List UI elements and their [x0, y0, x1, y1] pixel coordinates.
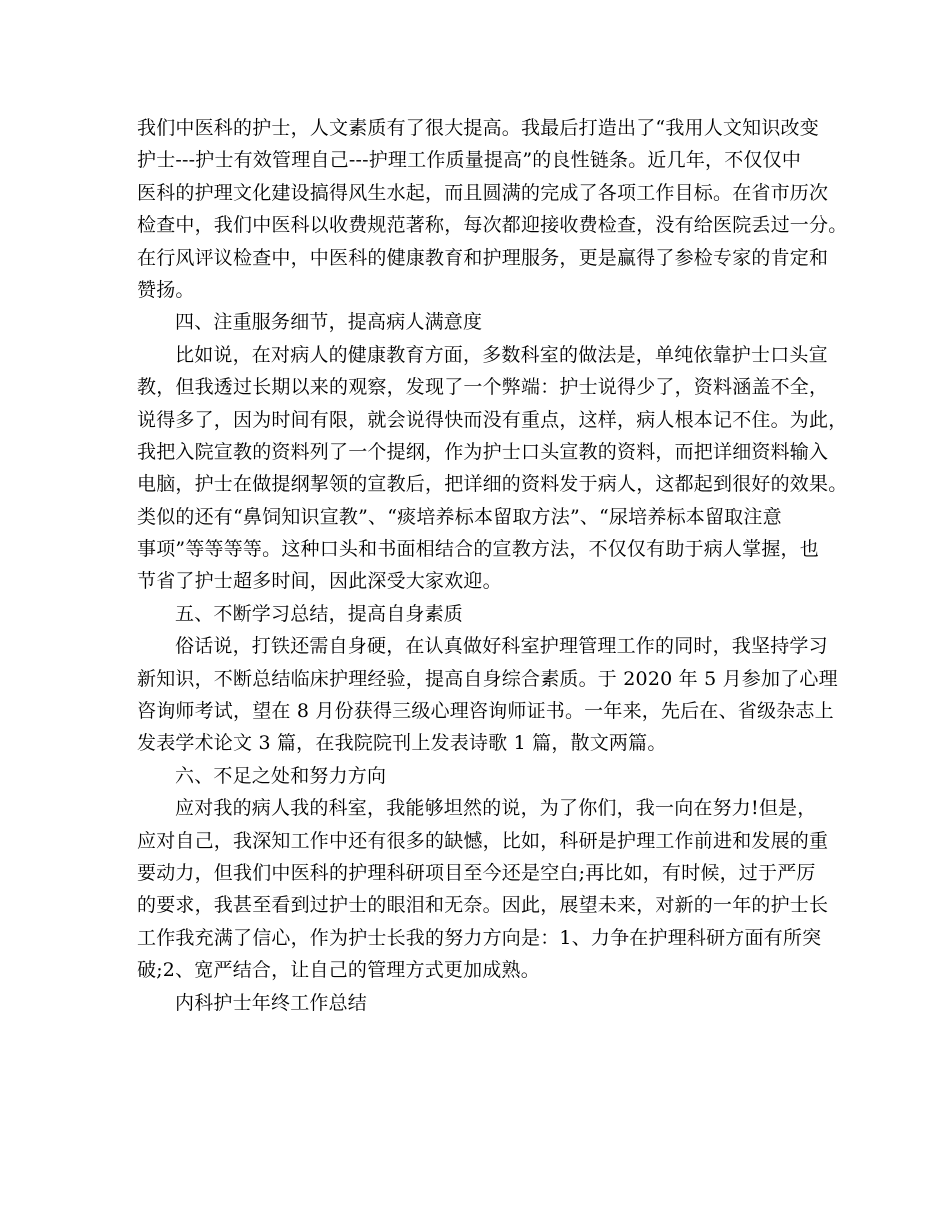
text-line: 赞扬。 — [137, 278, 195, 301]
text-line: 医科的护理文化建设搞得风生水起，而且圆满的完成了各项工作目标。在省市历次 — [137, 181, 829, 204]
document-page — [137, 112, 848, 1019]
paragraph-start-line: 内科护士年终工作总结 — [175, 991, 368, 1014]
text-line: 教，但我透过长期以来的观察，发现了一个弊端：护士说得少了，资料涵盖不全， — [137, 376, 829, 399]
paragraph-start-line: 五、不断学习总结，提高自身素质 — [175, 602, 464, 625]
paragraph-start-line: 六、不足之处和努力方向 — [175, 764, 387, 787]
paragraph-start-line: 应对我的病人我的科室，我能够坦然的说，为了你们，我一向在努力!但是， — [175, 797, 817, 820]
text-line: 的要求，我甚至看到过护士的眼泪和无奈。因此，展望未来，对新的一年的护士长 — [137, 894, 829, 917]
text-line: 事项”等等等等。这种口头和书面相结合的宣教方法，不仅仅有助于病人掌握，也 — [137, 538, 819, 561]
text-line: 要动力，但我们中医科的护理科研项目至今还是空白;再比如，有时候，过于严厉 — [137, 861, 816, 884]
text-line: 咨询师考试，望在 8 月份获得三级心理咨询师证书。一年来，先后在、省级杂志上 — [137, 700, 834, 723]
text-line: 我把入院宣教的资料列了一个提纲，作为护士口头宣教的资料，而把详细资料输入 — [137, 440, 829, 463]
paragraph-start-line: 四、注重服务细节，提高病人满意度 — [175, 311, 483, 334]
text-line: 发表学术论文 3 篇，在我院院刊上发表诗歌 1 篇，散文两篇。 — [137, 732, 667, 755]
text-line: 说得多了，因为时间有限，就会说得快而没有重点，这样，病人根本记不住。为此， — [137, 408, 848, 431]
paragraph-start-line: 比如说，在对病人的健康教育方面，多数科室的做法是，单纯依靠护士口头宣 — [175, 343, 828, 366]
text-line: 新知识，不断总结临床护理经验，提高自身综合素质。于 2020 年 5 月参加了心理 — [137, 667, 838, 690]
text-line: 护士---护士有效管理自己---护理工作质量提高”的良性链条。近几年，不仅仅中 — [137, 149, 802, 172]
text-line: 破;2、宽严结合，让自己的管理方式更加成熟。 — [137, 959, 540, 982]
text-line: 类似的还有“鼻饲知识宣教”、“痰培养标本留取方法”、“尿培养标本留取注意 — [137, 505, 782, 528]
text-line: 节省了护士超多时间，因此深受大家欢迎。 — [137, 570, 502, 593]
text-line: 在行风评议检查中，中医科的健康教育和护理服务，更是赢得了参检专家的肯定和 — [137, 246, 829, 269]
text-line: 我们中医科的护士，人文素质有了很大提高。我最后打造出了“我用人文知识改变 — [137, 117, 819, 139]
paragraph-start-line: 俗话说，打铁还需自身硬，在认真做好科室护理管理工作的同时，我坚持学习 — [175, 635, 828, 658]
text-line: 工作我充满了信心，作为护士长我的努力方向是：1、力争在护理科研方面有所突 — [137, 926, 822, 949]
text-line: 检查中，我们中医科以收费规范著称，每次都迎接收费检查，没有给医院丢过一分。 — [137, 214, 848, 237]
text-line: 电脑，护士在做提纲挈领的宣教后，把详细的资料发于病人，这都起到很好的效果。 — [137, 473, 848, 496]
text-line: 应对自己，我深知工作中还有很多的缺憾，比如，科研是护理工作前进和发展的重 — [137, 829, 829, 852]
